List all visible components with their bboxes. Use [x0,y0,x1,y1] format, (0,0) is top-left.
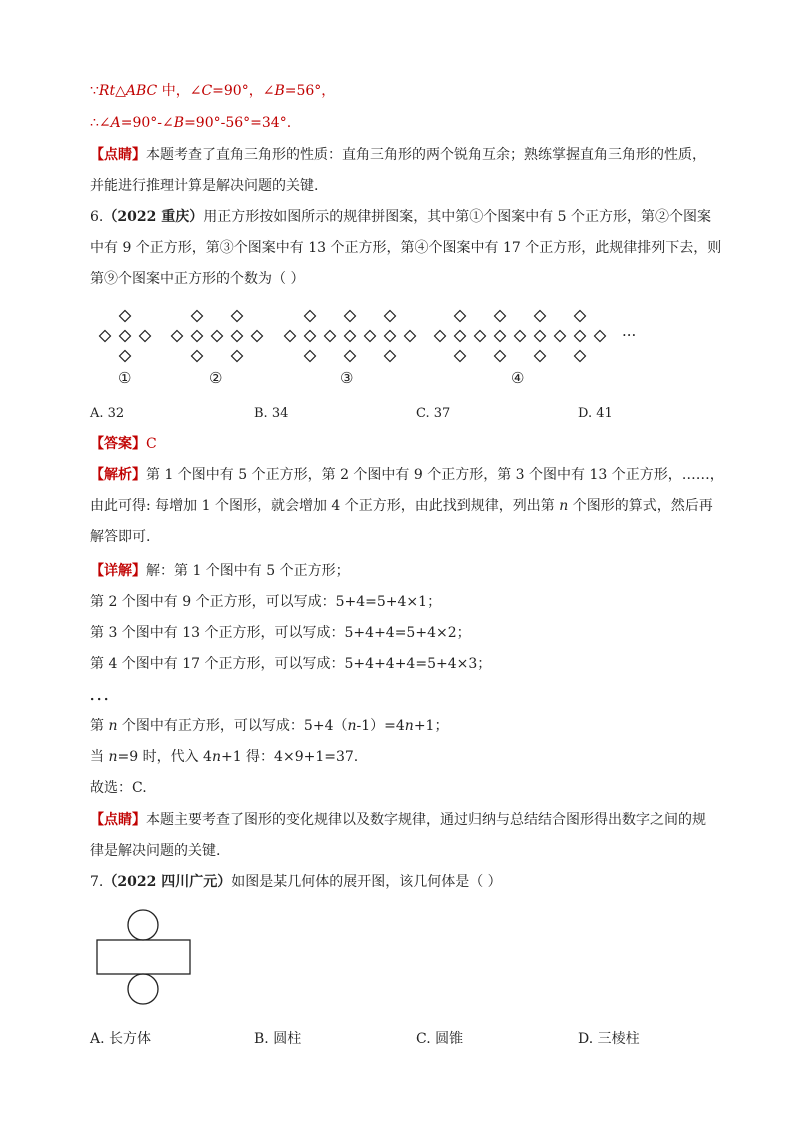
diamond-p4-bot-1 [495,351,506,362]
dianjing-tag: 【点睛】 [90,147,146,163]
diamond-p4-top-1 [495,311,506,322]
diamond-p2-top-0 [192,311,203,322]
diamond-p3-top-0 [305,311,316,322]
diamond-p4-mid-8 [595,331,606,342]
diamond-p4-bot-0 [455,351,466,362]
diamond-p1-bot-0 [120,351,131,362]
q6-detail-line4: 第 4 个图中有 17 个正方形，可以写成：5+4+4+4=5+4×3； [90,656,492,672]
q6-dianjing-line2: 律是解决问题的关键. [90,843,221,859]
q6-detail-general: 第 n 个图中有正方形，可以写成：5+4（n-1）=4n+1； [90,718,449,734]
diamond-p3-mid-3 [345,331,356,342]
net-rectangle [97,940,190,974]
diamond-p4-bot-3 [575,351,586,362]
diamond-p2-bot-1 [232,351,243,362]
diamond-p2-mid-3 [232,331,243,342]
q6-option-d[interactable]: D. 41 [578,406,613,421]
q7-stem: 7.（2022 四川广元）如图是某几何体的展开图，该几何体是（ ） [90,874,502,890]
net-bottom-circle [128,974,158,1004]
q6-option-a[interactable]: A. 32 [90,406,125,421]
cylinder-net-figure [90,905,200,1010]
figure-label-1: ① [118,369,132,387]
diamond-p4-mid-6 [555,331,566,342]
diamond-p2-mid-4 [252,331,263,342]
diamond-p1-mid-1 [120,331,131,342]
diamond-p4-mid-2 [475,331,486,342]
diamond-p4-mid-3 [495,331,506,342]
q6-detail-dots: ．．． [90,688,118,704]
q6-analysis-line1: 【解析】第 1 个图中有 5 个正方形，第 2 个图中有 9 个正方形，第 3 个图中有 13 个正方形，……， [90,467,724,483]
q7-option-d[interactable]: D. 三棱柱 [578,1031,640,1047]
q6-dianjing-line1: 【点睛】本题主要考查了图形的变化规律以及数字规律，通过归纳与总结结合图形得出数字之间的规 [90,812,706,828]
q6-stem-line2: 中有 9 个正方形，第③个图案中有 13 个正方形，第④个图案中有 17 个正方形，此规律排列下去，则 [90,240,722,256]
figure-label-2: ② [209,369,223,387]
q6-answer: 【答案】C [90,436,157,452]
pattern-ellipsis: ··· [622,326,637,344]
q6-option-b[interactable]: B. 34 [254,406,289,421]
q7-source: （2022 四川广元） [103,874,232,890]
line-therefore-angle-a: ∴∠A=90°-∠B=90°-56°=34°. [90,115,292,131]
diamond-p3-top-2 [385,311,396,322]
dianjing-top-line1: 【点睛】本题考查了直角三角形的性质：直角三角形的两个锐角互余；熟练掌握直角三角形的性质， [90,147,706,163]
diamond-p4-mid-0 [435,331,446,342]
diamond-p3-mid-6 [405,331,416,342]
diamond-p3-bot-0 [305,351,316,362]
diamond-p4-top-0 [455,311,466,322]
figure-label-3: ③ [340,369,354,387]
figure-label-4: ④ [511,369,525,387]
diamond-p4-mid-1 [455,331,466,342]
diamond-p3-mid-4 [365,331,376,342]
diamond-p1-top-0 [120,311,131,322]
q7-option-b[interactable]: B. 圆柱 [254,1031,302,1047]
diamond-p4-top-2 [535,311,546,322]
diamond-p3-mid-1 [305,331,316,342]
diamond-p3-top-1 [345,311,356,322]
q6-detail-substitute: 当 n=9 时，代入 4n+1 得：4×9+1=37. [90,749,359,765]
q6-stem-line3: 第⑨个图案中正方形的个数为（ ） [90,271,305,287]
diamond-p2-mid-1 [192,331,203,342]
diamond-p4-mid-7 [575,331,586,342]
diamond-pattern-figure [0,300,794,400]
diamond-p3-mid-2 [325,331,336,342]
line-given-triangle: ∵Rt△ABC 中，∠C=90°，∠B=56°， [90,83,336,99]
diamond-p4-mid-4 [515,331,526,342]
dianjing-top-line2: 并能进行推理计算是解决问题的关键. [90,178,319,194]
diamond-p2-mid-2 [212,331,223,342]
q6-analysis-line2: 由此可得: 每增加 1 个图形，就会增加 4 个正方形，由此找到规律，列出第 n 个图形的算式，然后再 [90,498,713,514]
q6-choose: 故选：C. [90,780,147,796]
q6-detail-line3: 第 3 个图中有 13 个正方形，可以写成：5+4+4=5+4×2； [90,625,471,641]
diamond-p3-bot-2 [385,351,396,362]
q7-option-a[interactable]: A. 长方体 [90,1031,152,1047]
q6-source: （2022 重庆） [103,209,204,225]
diamond-p4-mid-5 [535,331,546,342]
q6-stem-line1: 6.（2022 重庆）用正方形按如图所示的规律拼图案，其中第①个图案中有 5 个正方形，第②个图案 [90,209,712,225]
diamond-p1-mid-0 [100,331,111,342]
diamond-p2-top-1 [232,311,243,322]
diamond-p2-bot-0 [192,351,203,362]
net-top-circle [128,910,158,940]
q6-analysis-line3: 解答即可. [90,529,151,545]
diamond-p4-bot-2 [535,351,546,362]
diamond-p3-bot-1 [345,351,356,362]
q6-detail-line1: 【详解】解：第 1 个图中有 5 个正方形； [90,563,350,579]
q7-option-c[interactable]: C. 圆锥 [416,1031,464,1047]
diamond-p3-mid-5 [385,331,396,342]
diamond-p2-mid-0 [172,331,183,342]
diamond-p3-mid-0 [285,331,296,342]
diamond-p4-top-3 [575,311,586,322]
diamond-p1-mid-2 [140,331,151,342]
q6-option-c[interactable]: C. 37 [416,406,451,421]
q6-detail-line2: 第 2 个图中有 9 个正方形，可以写成：5+4=5+4×1； [90,594,442,610]
